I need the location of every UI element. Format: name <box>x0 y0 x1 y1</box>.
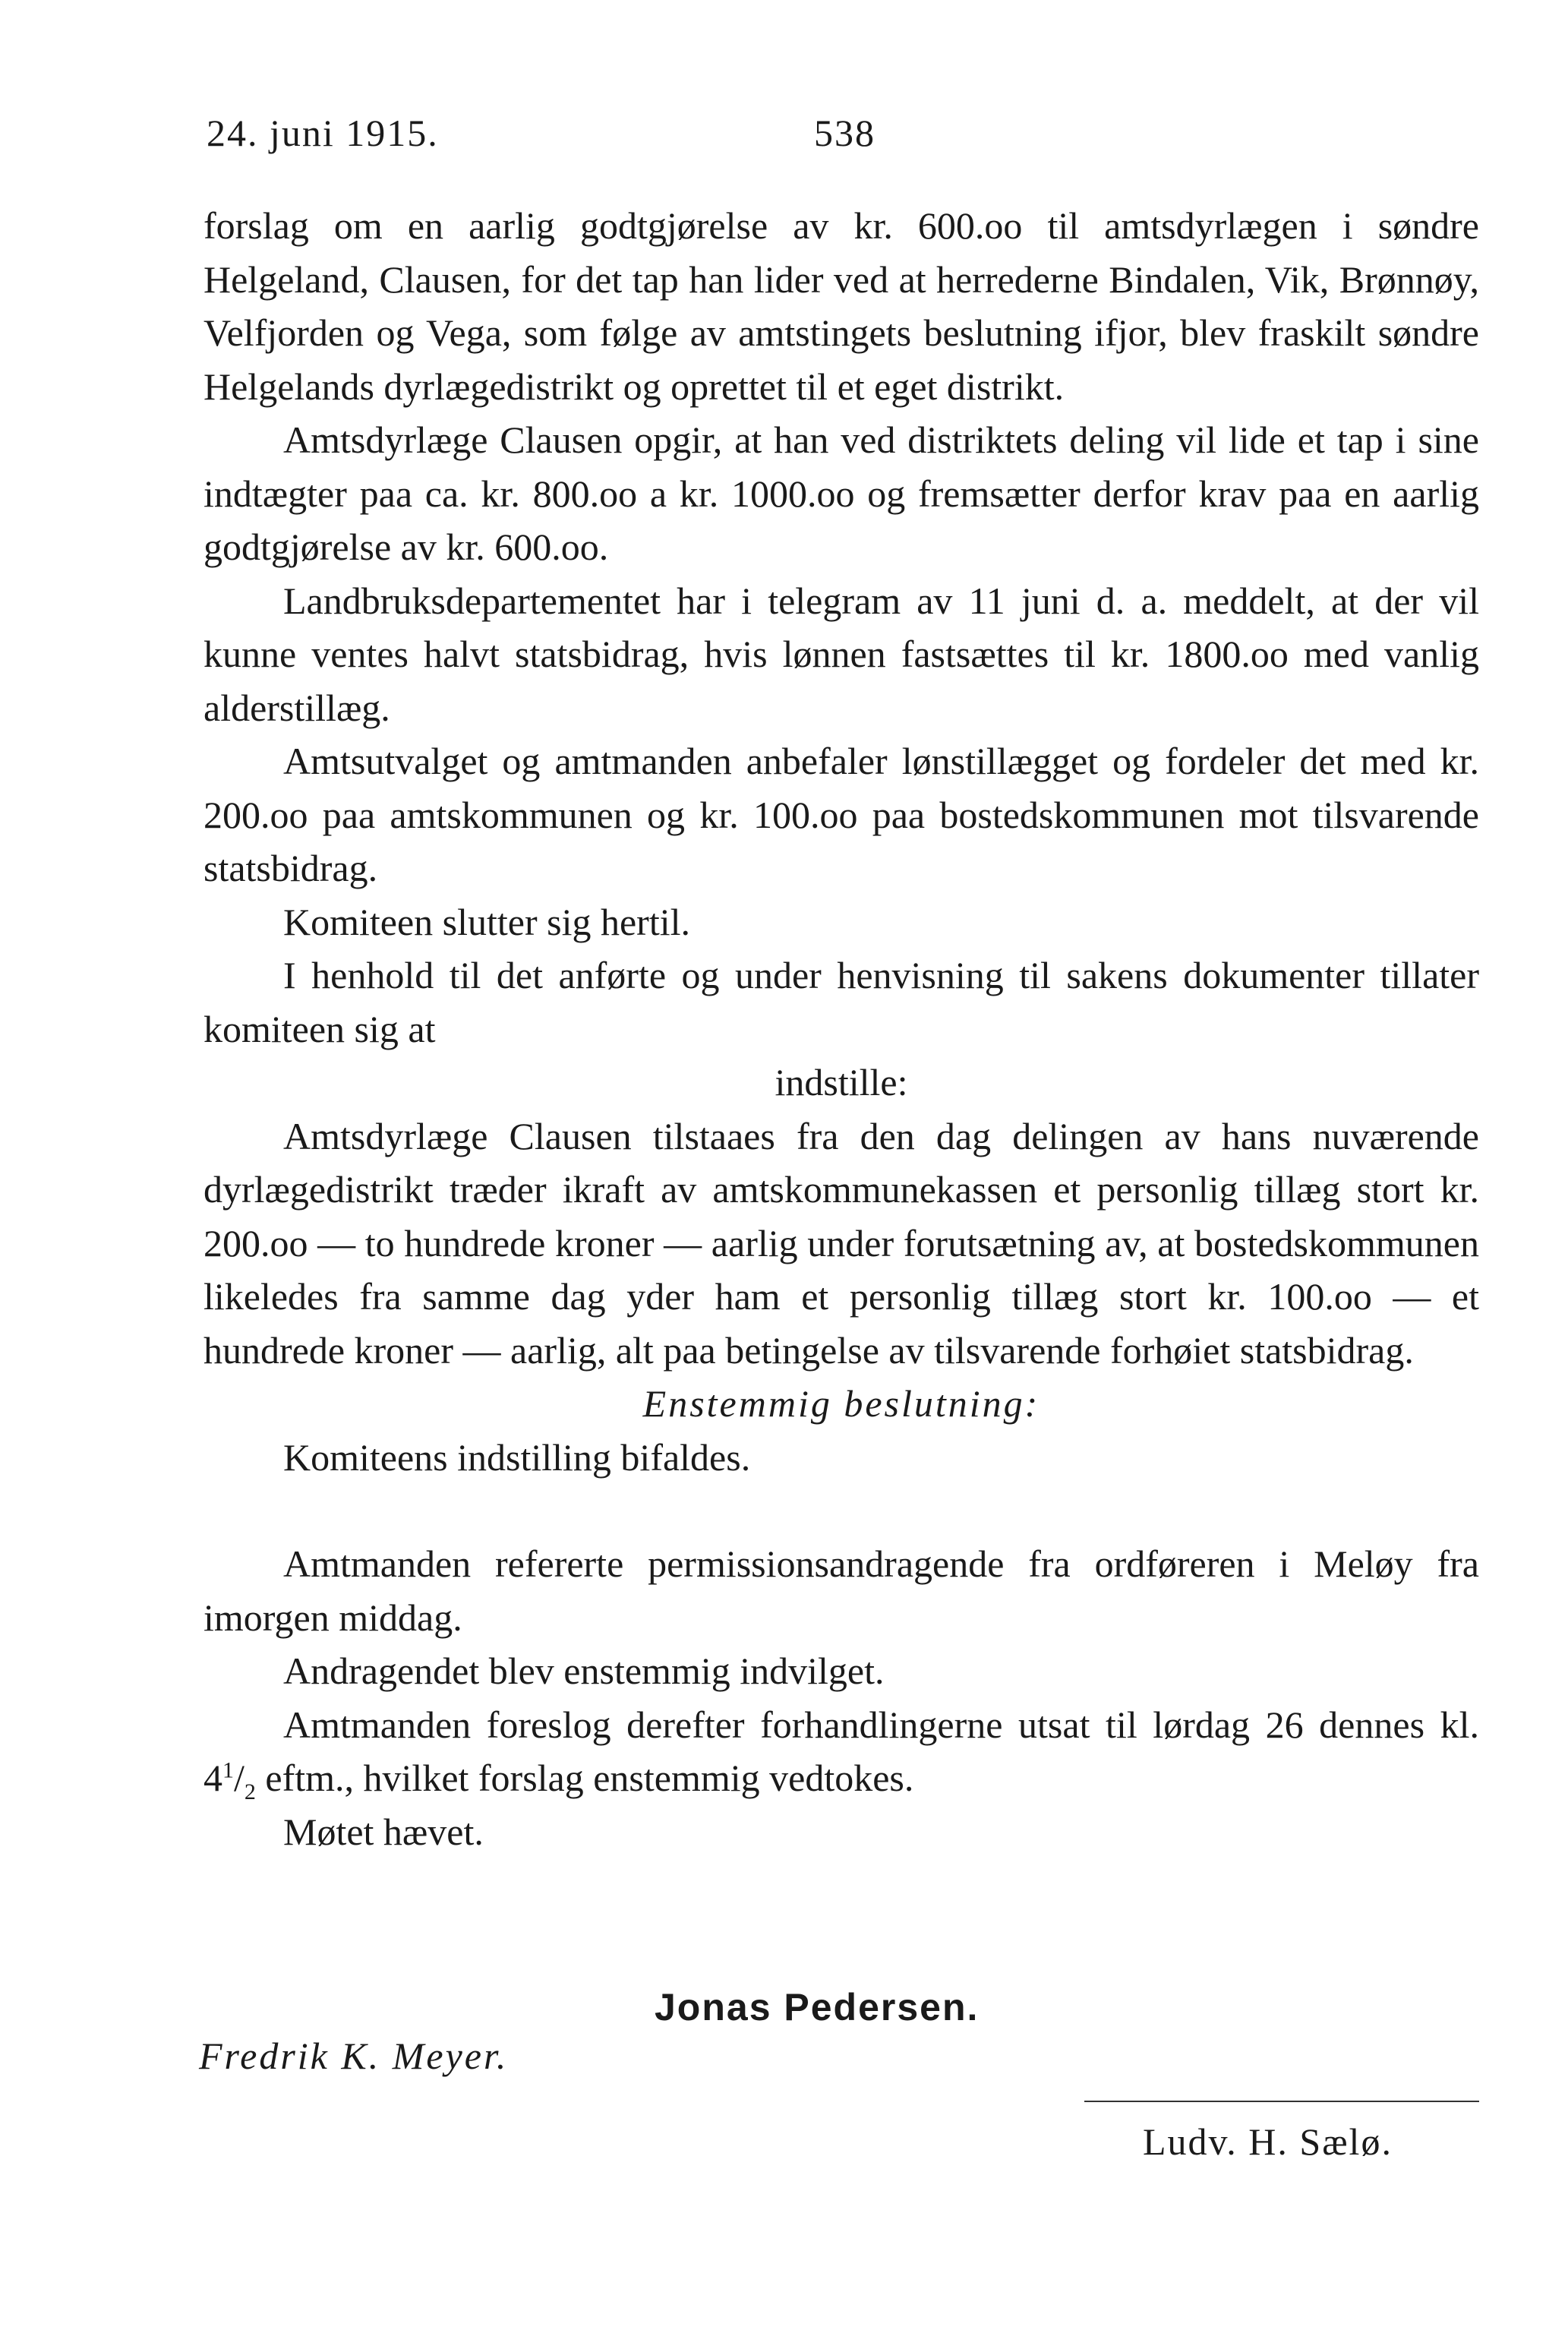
signature-jonas-pedersen: Jonas Pedersen. <box>655 1986 980 2028</box>
signature-fredrik-meyer: Fredrik K. Meyer. <box>199 2035 509 2077</box>
page-number: 538 <box>814 112 875 154</box>
signature-line <box>1084 2101 1479 2102</box>
paragraph-committee-proposes: I henhold til det anførte og under henvisning til sakens dokumenter tillater komiteen sig at <box>203 954 1479 1050</box>
paragraph-proposal: forslag om en aarlig godtgjørelse av kr. 600.oo til amtsdyrlægen i søndre Helgeland, Clausen, for det tap han lider ved at herrederne Bindalen, Vik, Brønnøy, Velfjorden og Vega, som følge av amtstingets beslutning ifjor, blev fraskilt søndre Helgelands dyrlægedistrikt og oprettet til et eget distrikt. <box>203 204 1479 408</box>
indstille-heading: indstille: <box>775 1061 908 1103</box>
paragraph-recommendation: Amtsutvalget og amtmanden anbefaler lønstillægget og fordeler det med kr. 200.oo paa amtskommunen og kr. 100.oo paa bostedskommunen mot tilsvarende statsbidrag. <box>203 740 1479 889</box>
signature-ludv-saelo: Ludv. H. Sælø. <box>1143 2120 1393 2163</box>
document-body <box>203 199 1479 1858</box>
paragraph-committee-agrees: Komiteen slutter sig hertil. <box>283 900 691 943</box>
paragraph-resolution: Amtsdyrlæge Clausen tilstaaes fra den dag delingen av hans nuværende dyrlægedistrikt træder ikraft av amtskommunekassen et personlig tillæg stort kr. 200.oo — to hundrede kroner — aarlig under forutsætning av, at bostedskommunen likeledes fra samme dag yder ham et personlig tillæg stort kr. 100.oo — et hundrede kroner — aarlig, alt paa betingelse av tilsvarende forhøiet statsbidrag. <box>203 1114 1479 1372</box>
paragraph-clausen-claim: Amtsdyrlæge Clausen opgir, at han ved distriktets deling vil lide et tap i sine indtægter paa ca. kr. 800.oo a kr. 1000.oo og fremsætter derfor krav paa en aarlig godtgjørelse av kr. 600.oo. <box>203 418 1479 568</box>
paragraph-granted: Andragendet blev enstemmig indvilget. <box>283 1650 885 1692</box>
section-gap <box>203 1484 1479 1537</box>
paragraph-department-telegram: Landbruksdepartementet har i telegram av 11 juni d. a. meddelt, at der vil kunne ventes halvt statsbidrag, hvis lønnen fastsættes til kr. 1800.oo med vanlig alderstillæg. <box>203 579 1479 729</box>
adjournment-text-start: Amtmanden foreslog derefter forhandlingerne utsat til lørdag 26 dennes kl. 4 <box>203 1703 1479 1799</box>
page-date: 24. juni 1915. <box>207 112 439 154</box>
decision-heading: Enstemmig beslutning: <box>642 1382 1040 1425</box>
fraction-denominator: 2 <box>244 1779 256 1804</box>
fraction-numerator: 1 <box>222 1757 234 1783</box>
fraction-slash: / <box>234 1757 245 1799</box>
paragraph-adjournment <box>203 1698 1479 1805</box>
adjournment-text-end: eftm., hvilket forslag enstemmig vedtokes. <box>255 1757 914 1799</box>
paragraph-meeting-closed: Møtet hævet. <box>283 1810 484 1853</box>
paragraph-decision: Komiteens indstilling bifaldes. <box>283 1435 751 1479</box>
paragraph-permission: Amtmanden refererte permissionsandragende fra ordføreren i Meløy fra imorgen middag. <box>203 1542 1479 1639</box>
